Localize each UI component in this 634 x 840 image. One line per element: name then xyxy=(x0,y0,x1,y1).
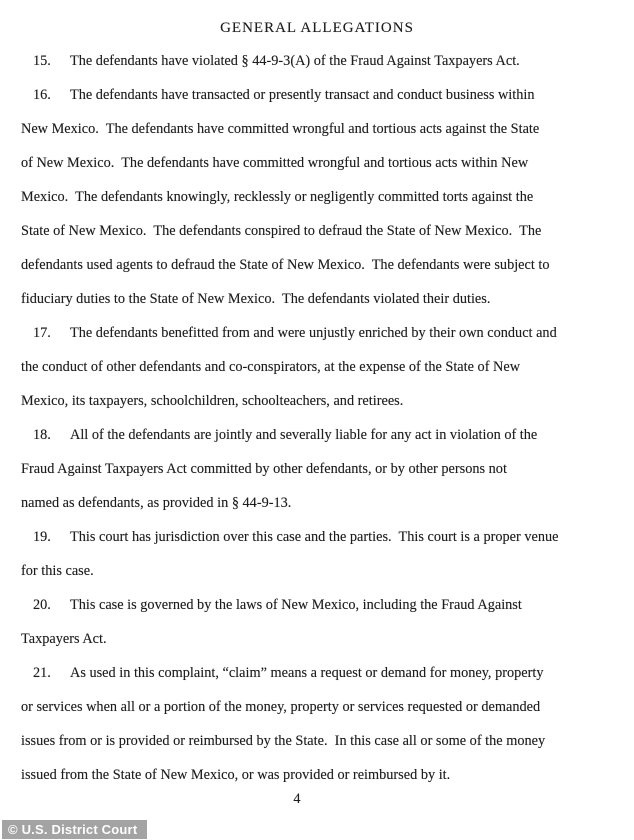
paragraph-line: for this case. xyxy=(21,563,94,579)
paragraph-text: The defendants have violated § 44-9-3(A) of the Fraud Against Taxpayers Act. xyxy=(70,53,520,69)
watermark-badge: © U.S. District Court xyxy=(2,820,147,839)
paragraph-text: This case is governed by the laws of New Mexico, including the Fraud Against xyxy=(70,597,522,613)
paragraph-21-first-line xyxy=(21,656,624,690)
paragraph-line: Mexico, its taxpayers, schoolchildren, schoolteachers, and retirees. xyxy=(21,393,404,409)
paragraph-number: 19. xyxy=(33,529,51,545)
paragraph-line: defendants used agents to defraud the State of New Mexico. The defendants were subject to xyxy=(21,257,550,273)
paragraph-line: issues from or is provided or reimbursed by the State. In this case all or some of the money xyxy=(21,733,546,749)
paragraph-line: New Mexico. The defendants have committed wrongful and tortious acts against the State xyxy=(21,121,540,137)
paragraph-15-first-line xyxy=(21,44,624,78)
document-body xyxy=(21,44,624,792)
paragraph-text: The defendants benefitted from and were unjustly enriched by their own conduct and xyxy=(70,325,557,341)
paragraph-number: 16. xyxy=(33,87,51,103)
paragraph-line: or services when all or a portion of the money, property or services requested or demanded xyxy=(21,699,541,715)
paragraph-18-first-line xyxy=(21,418,624,452)
paragraph-line: of New Mexico. The defendants have committed wrongful and tortious acts within New xyxy=(21,155,529,171)
paragraph-line: the conduct of other defendants and co-conspirators, at the expense of the State of New xyxy=(21,359,521,375)
paragraph-line: named as defendants, as provided in § 44-9-13. xyxy=(21,495,292,511)
paragraph-16-first-line xyxy=(21,78,624,112)
paragraph-line: issued from the State of New Mexico, or was provided or reimbursed by it. xyxy=(21,767,451,783)
paragraph-line: Mexico. The defendants knowingly, recklessly or negligently committed torts against the xyxy=(21,189,534,205)
paragraph-19-first-line xyxy=(21,520,624,554)
paragraph-17-first-line xyxy=(21,316,624,350)
paragraph-line: Fraud Against Taxpayers Act committed by other defendants, or by other persons not xyxy=(21,461,507,477)
paragraph-text: This court has jurisdiction over this case and the parties. This court is a proper venue xyxy=(70,529,559,545)
paragraph-line: fiduciary duties to the State of New Mexico. The defendants violated their duties. xyxy=(21,291,491,307)
paragraph-line: State of New Mexico. The defendants conspired to defraud the State of New Mexico. The xyxy=(21,223,542,239)
paragraph-text: As used in this complaint, “claim” means a request or demand for money, property xyxy=(70,665,544,681)
paragraph-line: Taxpayers Act. xyxy=(21,631,107,647)
paragraph-number: 15. xyxy=(33,53,51,69)
section-heading: GENERAL ALLEGATIONS xyxy=(220,20,414,36)
paragraph-number: 21. xyxy=(33,665,51,681)
paragraph-number: 18. xyxy=(33,427,51,443)
paragraph-number: 20. xyxy=(33,597,51,613)
paragraph-text: The defendants have transacted or presently transact and conduct business within xyxy=(70,87,535,103)
paragraph-text: All of the defendants are jointly and severally liable for any act in violation of the xyxy=(70,427,538,443)
paragraph-20-first-line xyxy=(21,588,624,622)
paragraph-number: 17. xyxy=(33,325,51,341)
page-number: 4 xyxy=(293,791,301,807)
